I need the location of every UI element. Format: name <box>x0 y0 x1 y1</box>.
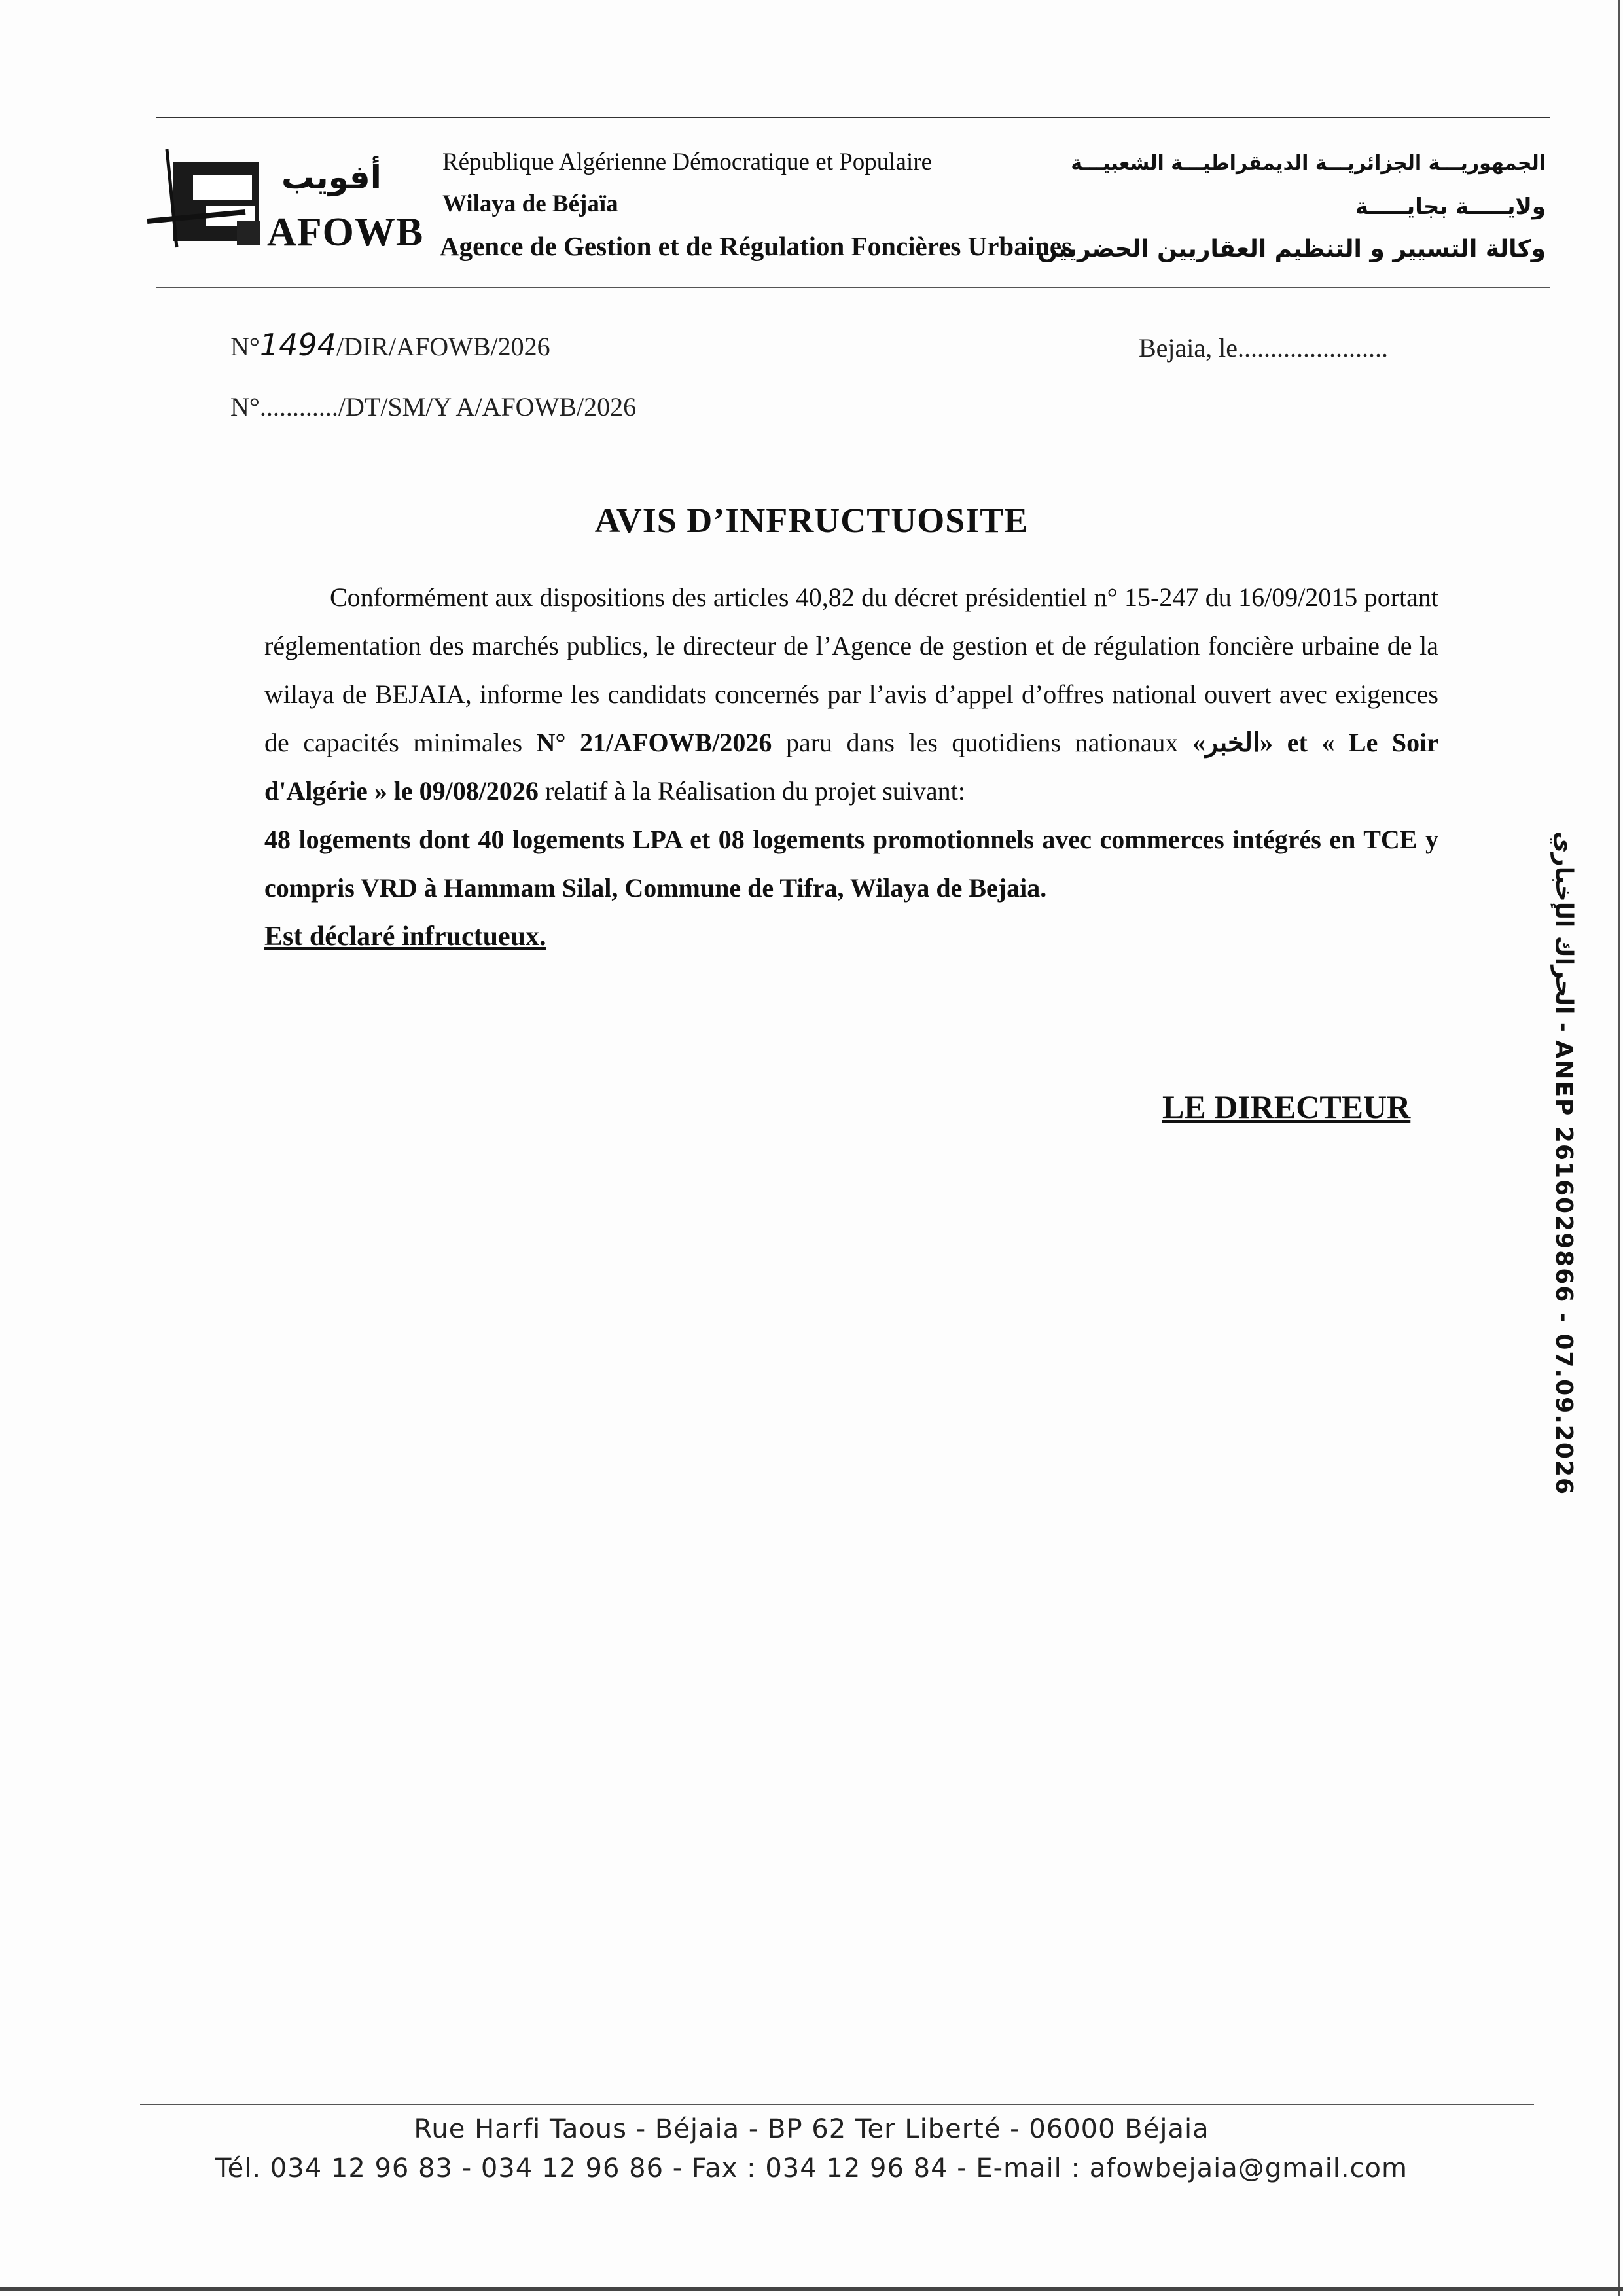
reference-dir <box>230 327 550 363</box>
handwritten-reference-number: 1494 <box>259 327 336 363</box>
header-wilaya-fr: Wilaya de Béjaïa <box>442 190 618 217</box>
body-paragraph <box>264 573 1438 816</box>
header-republic-ar: الجمهوريـــة الجزائريـــة الديمقراطيـــة الشعبيـــة <box>1071 152 1546 175</box>
date-line: Bejaia, le....................... <box>1139 333 1389 363</box>
body-text-published: paru dans les quotidiens nationaux <box>772 728 1192 757</box>
footer-address: Rue Harfi Taous - Béjaia - BP 62 Ter Liberté - 06000 Béjaia <box>414 2114 1209 2144</box>
newspapers-and-date: «الخبر» et « Le Soir d'Algérie » le 09/08/2026 <box>264 728 1438 806</box>
logo-text: AFOWB <box>267 210 424 255</box>
scan-border-bottom <box>0 2287 1623 2291</box>
anep-side-stamp <box>1547 831 1586 1496</box>
reference-suffix: /DIR/AFOWB/2026 <box>336 332 550 361</box>
header-wilaya-ar: ولايـــــة بجايـــــة <box>1355 194 1546 220</box>
tender-reference: N° 21/AFOWB/2026 <box>536 728 772 757</box>
reference-prefix: N° <box>230 332 260 361</box>
verdict-statement: Est déclaré infructueux. <box>264 922 546 952</box>
document-body <box>264 573 1438 961</box>
document-title: AVIS D’INFRUCTUOSITE <box>594 501 1029 540</box>
body-text-intro: Conformément aux dispositions des articles 40,82 du décret présidentiel n° 15-247 du 16/09/2015 portant réglementation des marchés publics, le directeur de l’Agence de gestion et de régulation foncière urbaine de la wilaya de BEJAIA, informe les candidats concernés par l’avis d’appel d’offres national ouvert avec exigences de capacités minimales <box>264 583 1438 757</box>
logo-arabic-text: أفويب <box>281 158 382 196</box>
anep-stamp-text: الحراك الإخباري - ANEP 2616029866 - 07.09.2026 <box>1550 831 1577 1496</box>
body-text-relative: relatif à la Réalisation du projet suivant: <box>538 776 965 806</box>
header-top-rule <box>156 117 1550 118</box>
signature-title: LE DIRECTEUR <box>1162 1088 1411 1125</box>
header-republic-fr: République Algérienne Démocratique et Populaire <box>442 149 932 175</box>
reference-dt: N°............/DT/SM/Y A/AFOWB/2026 <box>230 392 637 422</box>
project-description: 48 logements dont 40 logements LPA et 08 logements promotionnels avec commerces intégrés en TCE y compris VRD à Hammam Silal, Commune de Tifra, Wilaya de Bejaia. <box>264 825 1438 903</box>
scan-border-right <box>1618 0 1620 2296</box>
logo-square-icon <box>237 221 260 245</box>
header-agency-ar: وكالة التسيير و التنظيم العقاريين الحضريين <box>1037 236 1546 262</box>
footer-rule <box>140 2104 1534 2105</box>
header-agency-fr: Agence de Gestion et de Régulation Foncières Urbaines <box>440 231 1073 261</box>
header-bottom-rule <box>156 287 1550 288</box>
footer-contact: Tél. 034 12 96 83 - 034 12 96 86 - Fax : 034 12 96 84 - E-mail : afowbejaia@gmail.com <box>215 2153 1408 2183</box>
